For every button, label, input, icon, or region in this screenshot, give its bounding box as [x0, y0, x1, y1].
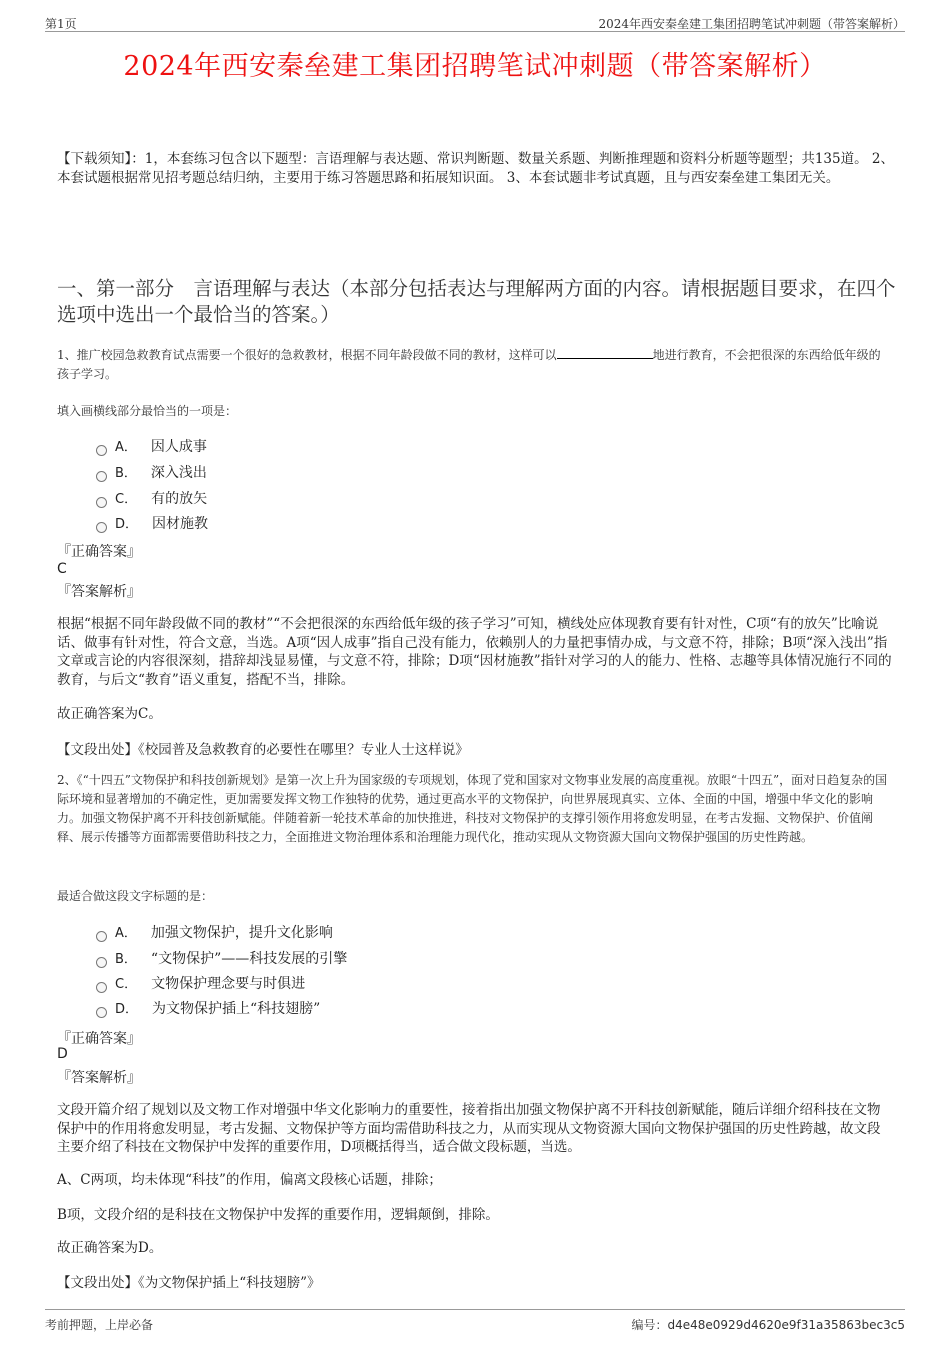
correct-answer: D: [57, 1046, 68, 1062]
analysis-text: 根据“根据不同年龄段做不同的教材”“不会把很深的东西给低年级的孩子学习”可知，横线处应体现教育要有针对性，C项“有的放矢”比喻说话、做事有针对性，符合文意，当选。A项“因人成事”指自己没有能力，依赖别人的力量把事情办成，与文意不符，排除；B项“深入浅出”指文章或言论的内容很深刻，措辞却浅显易懂，与文意不符，排除；D项“因材施教”指针对学习的人的能力、性格、志趣等具体情况施行不同的教育，与后文“教育”语义重复，搭配不当，排除。: [57, 616, 892, 688]
analysis-text-2: A、C两项，均未体现“科技”的作用，偏离文段核心话题，排除；: [57, 1172, 442, 1188]
radio-button[interactable]: [96, 445, 107, 456]
q1-option-a[interactable]: A． 因人成事: [96, 436, 207, 456]
q1-option-d[interactable]: D． 因材施教: [96, 513, 208, 533]
q2-option-b[interactable]: B． “文物保护”——科技发展的引擎: [96, 948, 347, 968]
radio-button[interactable]: [96, 982, 107, 993]
document-title: 2024年西安秦垒建工集团招聘笔试冲刺题（带答案解析）: [123, 51, 827, 82]
correct-answer-label: 『正确答案』: [57, 544, 141, 560]
fill-blank: [557, 346, 653, 359]
question-2-stem: 2、《“十四五”文物保护和科技创新规划》是第一次上升为国家级的专项规划，体现了党和国家对文物事业发展的高度重视。放眼“十四五”，面对日趋复杂的国际环境和显著增加的不确定性，更加需要发挥文物工作独特的优势，通过更高水平的文物保护，向世界展现真实、立体、全面的中国，增强中华文化的影响力。加强文物保护离不开科技创新赋能。伴随着新一轮技术革命的加快推进，科技对文物保护的支撑引领作用将愈发明显，在考古发掘、文物保护、价值阐释、展示传播等方面都需要借助科技之力，全面推进文物治理体系和治理能力现代化，推动实现从文物资源大国向文物保护强国的历史性跨越。: [57, 773, 888, 844]
radio-button[interactable]: [96, 471, 107, 482]
question-1-stem: [57, 346, 891, 384]
question-2-prompt: 最适合做这段文字标题的是：: [57, 889, 214, 903]
section-heading: 一、第一部分 言语理解与表达（本部分包括表达与理解两方面的内容。请根据题目要求，在四个选项中选出一个最恰当的答案。）: [57, 277, 896, 326]
radio-button[interactable]: [96, 957, 107, 968]
analysis-text: 文段开篇介绍了规划以及文物工作对增强中华文化影响力的重要性，接着指出加强文物保护离不开科技创新赋能，随后详细介绍科技在文物保护中的作用将愈发明显，考古发掘、文物保护等方面均需借助科技之力，从而实现从文物资源大国向文物保护强国的历史性跨越，故文段主要介绍了科技在文物保护中发挥的重要作用，D项概括得当，适合做文段标题，当选。: [57, 1102, 881, 1155]
header-title: 2024年西安秦垒建工集团招聘笔试冲刺题（带答案解析）: [598, 17, 905, 31]
download-notice: 【下载须知】：1，本套练习包含以下题型：言语理解与表达题、常识判断题、数量关系题、判断推理题和资料分析题等题型；共135道。 2、本套试题根据常见招考题总结归纳，主要用于练习答题思路和拓展知识面。 3、本套试题非考试真题，且与西安秦垒建工集团无关。: [57, 151, 894, 186]
analysis-conclusion: 故正确答案为C。: [57, 706, 162, 722]
q1-option-b[interactable]: B． 深入浅出: [96, 462, 207, 482]
radio-button[interactable]: [96, 522, 107, 533]
page-footer: [45, 1309, 905, 1336]
footer-slogan: 考前押题，上岸必备: [45, 1318, 154, 1332]
question-1-text-a: 1、推广校园急救教育试点需要一个很好的急救教材，根据不同年龄段做不同的教材，这样可以: [57, 348, 557, 362]
analysis-label: 『答案解析』: [57, 584, 141, 600]
correct-answer-label: 『正确答案』: [57, 1031, 141, 1047]
q2-option-a[interactable]: A． 加强文物保护，提升文化影响: [96, 922, 333, 942]
radio-button[interactable]: [96, 931, 107, 942]
radio-button[interactable]: [96, 497, 107, 508]
question-1-text-b: 地进行教育，不会把很深的东西给低年级的孩子学习。: [57, 348, 881, 381]
analysis-label: 『答案解析』: [57, 1070, 141, 1086]
passage-source: 【文段出处】《为文物保护插上“科技翅膀”》: [57, 1275, 321, 1291]
footer-code: 编号：d4e48e0929d4620e9f31a35863bec3c5: [631, 1318, 905, 1332]
question-1-prompt: 填入画横线部分最恰当的一项是：: [57, 404, 238, 418]
q2-option-c[interactable]: C． 文物保护理念要与时俱进: [96, 973, 305, 993]
page-header: [45, 13, 905, 32]
q1-option-c[interactable]: C． 有的放矢: [96, 488, 207, 508]
passage-source: 【文段出处】《校园普及急救教育的必要性在哪里？专业人士这样说》: [57, 742, 469, 758]
radio-button[interactable]: [96, 1007, 107, 1018]
page-number: 第1页: [45, 17, 77, 31]
q2-option-d[interactable]: D． 为文物保护插上“科技翅膀”: [96, 998, 320, 1018]
analysis-conclusion: 故正确答案为D。: [57, 1240, 163, 1256]
analysis-text-3: B项，文段介绍的是科技在文物保护中发挥的重要作用，逻辑颠倒，排除。: [57, 1207, 499, 1223]
correct-answer: C: [57, 561, 67, 577]
